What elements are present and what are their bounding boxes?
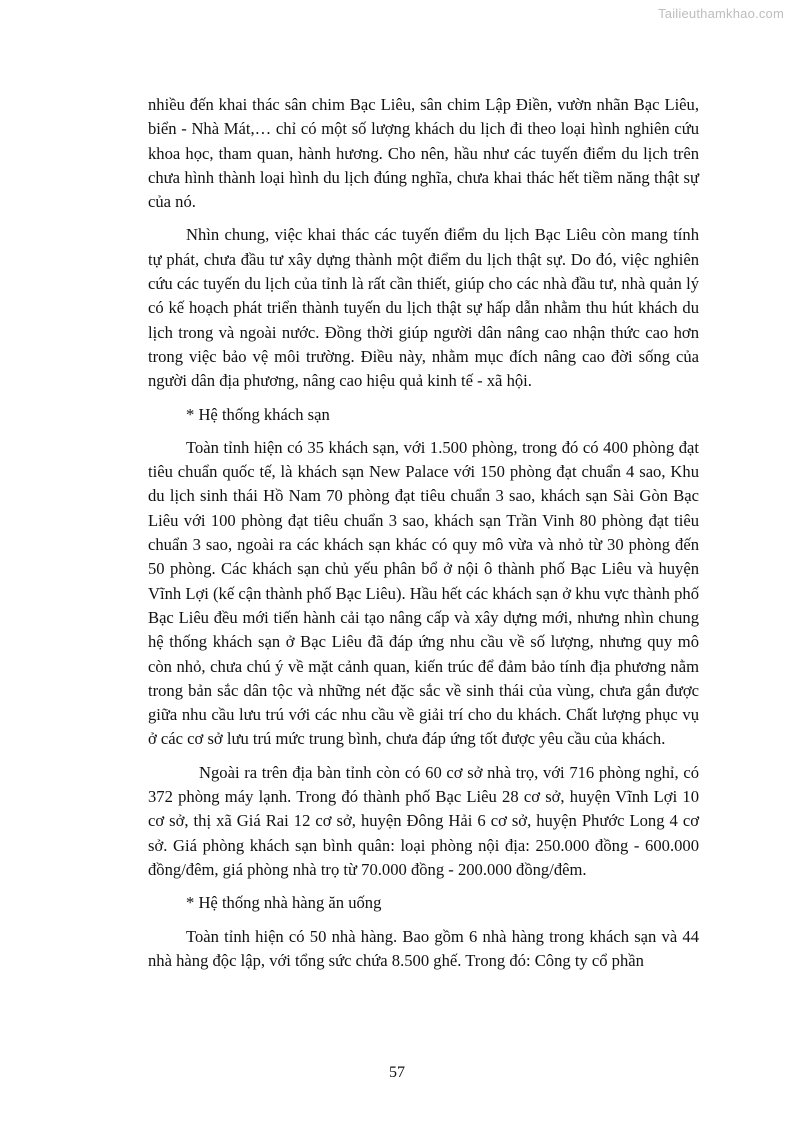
- page-content: [148, 93, 699, 982]
- watermark: Tailieuthamkhao.com: [658, 6, 784, 21]
- paragraph-4: Ngoài ra trên địa bàn tỉnh còn có 60 cơ sở nhà trọ, với 716 phòng nghỉ, có 372 phòng máy lạnh. Trong đó thành phố Bạc Liêu 28 cơ sở, huyện Vĩnh Lợi 10 cơ sở, thị xã Giá Rai 12 cơ sở, huyện Đông Hải 6 cơ sở, huyện Phước Long 4 cơ sở. Giá phòng khách sạn bình quân: loại phòng nội địa: 250.000 đồng - 600.000 đồng/đêm, giá phòng nhà trọ từ 70.000 đồng - 200.000 đồng/đêm.: [148, 762, 699, 879]
- paragraph-5: Toàn tỉnh hiện có 50 nhà hàng. Bao gồm 6 nhà hàng trong khách sạn và 44 nhà hàng độc lập, với tổng sức chứa 8.500 ghế. Trong đó: Công ty cổ phần: [148, 926, 699, 970]
- page-number: 57: [389, 1064, 405, 1081]
- paragraph-2: Nhìn chung, việc khai thác các tuyến điểm du lịch Bạc Liêu còn mang tính tự phát, chưa đầu tư xây dựng thành một điểm du lịch thật sự. Do đó, việc nghiên cứu các tuyến du lịch của tỉnh là rất cần thiết, giúp cho các nhà đầu tư, nhà quản lý có kế hoạch phát triển thành tuyến du lịch thật sự hấp dẫn nhằm thu hút khách du lịch trong và ngoài nước. Đồng thời giúp người dân nâng cao nhận thức cao hơn trong việc bảo vệ môi trường. Điều này, nhằm mục đích nâng cao đời sống của người dân địa phương, nâng cao hiệu quả kinh tế - xã hội.: [148, 225, 699, 391]
- paragraph-1: nhiều đến khai thác sân chim Bạc Liêu, sân chim Lập Điền, vườn nhãn Bạc Liêu, biển - Nhà Mát,… chỉ có một số lượng khách du lịch đi theo loại hình nghiên cứu khoa học, tham quan, hành hương. Cho nên, hầu như các tuyến điểm du lịch trên chưa hình thành loại hình du lịch đúng nghĩa, chưa khai thác hết tiềm năng thật sự của nó.: [148, 95, 699, 212]
- section-heading-hotels: * Hệ thống khách sạn: [186, 404, 330, 424]
- paragraph-3: Toàn tỉnh hiện có 35 khách sạn, với 1.500 phòng, trong đó có 400 phòng đạt tiêu chuẩn quốc tế, là khách sạn New Palace với 150 phòng đạt chuẩn 4 sao, Khu du lịch sinh thái Hồ Nam 70 phòng đạt tiêu chuẩn 3 sao, khách sạn Sài Gòn Bạc Liêu với 100 phòng đạt tiêu chuẩn 3 sao, khách sạn Trần Vinh 80 phòng đạt tiêu chuẩn 3 sao, ngoài ra các khách sạn khác có quy mô vừa và nhỏ từ 30 phòng đến 50 phòng. Các khách sạn chủ yếu phân bổ ở nội ô thành phố Bạc Liêu và huyện Vĩnh Lợi (kế cận thành phố Bạc Liêu). Hầu hết các khách sạn ở khu vực thành phố Bạc Liêu đều mới tiến hành cải tạo nâng cấp và xây dựng mới, nhưng nhìn chung hệ thống khách sạn ở Bạc Liêu đã đáp ứng nhu cầu về số lượng, nhưng quy mô còn nhỏ, chưa chú ý về mặt cảnh quan, kiến trúc để đảm bảo tính địa phương nằm trong bản sắc dân tộc và những nét đặc sắc về sinh thái của vùng, chưa gắn được giữa nhu cầu lưu trú với các nhu cầu về giải trí cho du khách. Chất lượng phục vụ ở các cơ sở lưu trú mức trung bình, chưa đáp ứng tốt được yêu cầu của khách.: [148, 437, 699, 749]
- section-heading-restaurants: * Hệ thống nhà hàng ăn uống: [186, 893, 382, 913]
